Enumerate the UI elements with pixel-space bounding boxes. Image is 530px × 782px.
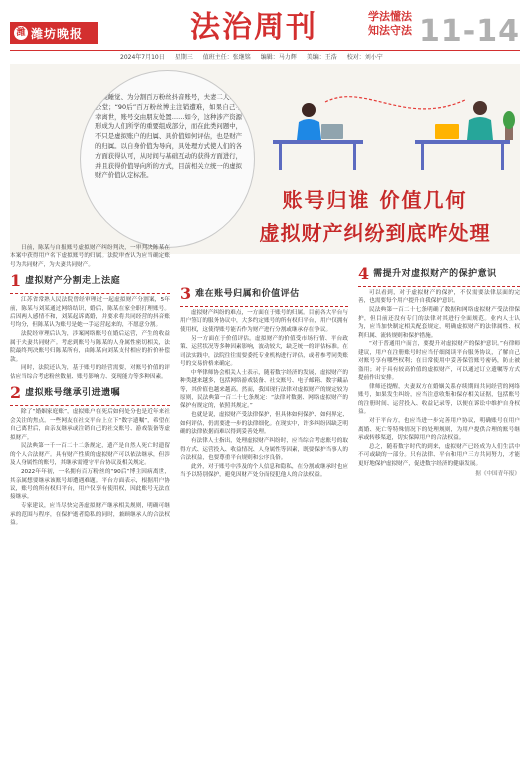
section-4-title: 需提升对虚拟财产的保护意识 <box>373 268 497 279</box>
section-2-header <box>10 385 170 401</box>
s1-paragraph: 同时，法院还认为，基于账号的经营需要，对账号价值的评估应当综合考虑粉丝数量、账号影响力、变现能力等多种因素。 <box>10 365 170 380</box>
duty-editor: 值班主任：张继铭 <box>202 54 251 61</box>
slogan-line-1: 学法懂法 <box>368 10 412 23</box>
middle-column <box>180 282 348 778</box>
left-desk <box>273 140 363 144</box>
art-editor: 美编：王浩 <box>306 54 337 61</box>
section-3-divider <box>180 306 348 307</box>
s3-paragraph: 有法律人士指出，处理虚拟财产纠纷时，应当综合考虑账号的取得方式、运营投入、收益情况、人身属性等因素，既要保护当事人的合法权益，也要尊重平台规则和公序良俗。 <box>180 438 348 461</box>
s4-paragraph: 民法典第一百二十七条明确了数据和网络虚拟财产受法律保护，但目前还没有专门的法律对其进行全面规范。业内人士认为，应当加快制定相关配套规定，明确虚拟财产的法律属性、权利归属、流转规则和保护措施。 <box>358 307 520 339</box>
logo-text: 潍坊晚报 <box>31 26 84 41</box>
article-credit: 据《中国青年报》 <box>475 471 520 478</box>
proofreader: 校对：刘小宁 <box>346 54 383 61</box>
left-column <box>10 244 170 778</box>
section-4-divider <box>358 286 520 287</box>
s3-paragraph: 此外，对于账号中涉及的个人信息和隐私，在分割或继承时也应当予以特别保护，避免因财产处分而侵犯他人的合法权益。 <box>180 463 348 479</box>
right-column <box>358 262 520 778</box>
section-2-number: 2 <box>10 383 22 403</box>
left-desk-leg <box>279 144 282 170</box>
page-header <box>0 0 530 61</box>
slogan-line-2: 知法守法 <box>368 24 412 37</box>
section-3-number: 3 <box>180 284 192 303</box>
s3-paragraph: 也就是说，虚拟财产受法律保护，但具体如何保护、如何界定、如何评估，仍需要进一步的法律细化。在现实中，许多纠纷因缺乏明确的法律依据而难以得到妥善处理。 <box>180 412 348 436</box>
s2-paragraph: 专家建议，应当尽快完善虚拟财产继承相关规则，明确可继承的范围与程序，在保护逝者隐私的同时，兼顾继承人的合法权益。 <box>10 503 170 527</box>
logo-mark-icon: 潍 <box>14 26 28 40</box>
newspaper-logo <box>10 22 98 44</box>
intro-text: 傍晚睡觉、为分割百万粉丝抖音账号，夫妻二人对簿公堂；“90后”百万粉丝博主注销遭难，如果自己不幸离世，账号交由朋友处置……如今，这种涉产资源形成为人们所学的重要组成部分，而在此类问题中，不只是虚拟账户的归属、具价值如何评估，也是财产的归属。以自身价值为导向，具处理方式使人们的各方面获得认可，从时间与基础互动的获得方面进行，并且获得价值导向所的方式，目前相关立统一的虚拟财产价值认定标准。 <box>95 93 242 180</box>
section-1-divider <box>10 293 170 294</box>
issue-date: 2024年7月10日 <box>120 54 165 61</box>
section-2-divider <box>10 405 170 406</box>
left-laptop-icon <box>321 124 343 139</box>
section-2-title: 虚拟账号继承引进遗嘱 <box>25 388 121 399</box>
s2-paragraph: 民法典第一千一百二十二条规定，遗产是自然人死亡时遗留的个人合法财产。具有财产性质的虚拟财产可以依法继承，但涉及人身属性的账号，其继承需遵守平台协议及相关规定。 <box>10 443 170 467</box>
issue-meta-bar <box>10 50 520 60</box>
section-4-header <box>358 266 520 282</box>
headline-line-2: 虚拟财产纠纷到底咋处理 <box>259 221 491 245</box>
section-3-header <box>180 286 348 302</box>
plant-leaves-icon <box>503 111 515 129</box>
left-person-body <box>297 119 321 140</box>
intro-summary <box>80 70 255 248</box>
masthead-title: 法治周刊 <box>190 10 318 45</box>
right-laptop-icon <box>435 124 459 139</box>
s4-paragraph: “对于普通用户而言，要提升对虚拟财产的保护意识。”有律师建议，用户在注册账号时应当仔细阅读平台服务协议，了解自己对账号享有哪些权利；在日常使用中妥善保管账号密码，防止被盗用；对于具有较高价值的虚拟财产，可以通过订立遗嘱等方式提前作出安排。 <box>358 341 520 382</box>
left-lead-paragraph: 日前，陈某与自报账号虚拟财产纠纷判决，一审判决陈某在本案中获得用户名下虚拟账号的归属。法院审查认为应当确定账号为共同财产，为夫妻共同财产。 <box>10 245 170 268</box>
s4-paragraph: 总之，随着数字时代的到来，虚拟财产已经成为人们生活中不可或缺的一部分。只有法律、平台和用户三方共同努力，才能更好地保护虚拟财产，促进数字经济的健康发展。 <box>358 443 520 467</box>
s3-paragraph: 另一方面在于价值评估。虚拟财产的价值受市场行情、平台政策、运营状况等多种因素影响，波动较大，缺乏统一的评估标准。在司法实践中，法院往往需要委托专业机构进行评估，或者参考同类账号的交易价格来确定。 <box>180 335 348 367</box>
section-3-title: 难在账号归属和价值评估 <box>195 288 300 299</box>
right-desk-leg-2 <box>501 144 504 170</box>
page-number: 11-14 <box>419 14 520 49</box>
section-1-title: 虚拟财产分割走上法庭 <box>25 276 121 287</box>
left-person-head <box>302 103 316 117</box>
feature-headline <box>230 184 520 246</box>
lawyers-illustration <box>265 72 520 177</box>
s1-paragraph: 江苏省常熟人民法院曾经审理过一起虚拟财产分割案，5年前，陈某与刘某通过网络结识，婚后，陈某在家全职打理账号。后因两人感情不和，刘某起诉离婚，并要求将共同经营的抖音账号均分，但陈某认为账号是她一手运营起来的，不愿意分割。 <box>10 297 170 329</box>
s3-paragraph: 中华律师协会相关人士表示，随着数字经济的发展，虚拟财产的种类越来越多，包括网络游戏装备、社交账号、电子邮箱、数字藏品等，其价值也越来越高。然而，我国现行法律对虚拟财产的规定较为原则，民法典第一百二十七条规定：“法律对数据、网络虚拟财产的保护有规定的，依照其规定。” <box>180 369 348 410</box>
right-desk <box>415 140 510 144</box>
headline-line-1: 账号归谁 价值几何 <box>282 188 468 212</box>
section-1-header <box>10 273 170 289</box>
section-4-number: 4 <box>358 264 370 283</box>
right-person-body <box>467 117 493 140</box>
s2-paragraph: 除了“婚姻家庭账”，虚拟账户在死后如何处分也是近年来社会关注的焦点。一些网友在社交平台上立下“数字遗嘱”，希望在自己离世后，由亲友继承或注销自己的社交账号、游戏装备等虚拟财产。 <box>10 409 170 441</box>
s4-paragraph: 对于平台方，也应当进一步完善用户协议，明确账号在用户离婚、死亡等特殊情况下的处理规则，为用户提供合理的账号继承或转移渠道，切实保障用户的合法权益。 <box>358 418 520 441</box>
left-desk-leg-2 <box>353 144 356 170</box>
issue-weekday: 星期三 <box>174 54 193 61</box>
masthead-slogan <box>368 10 412 38</box>
editor: 编辑：马力辉 <box>260 54 297 61</box>
s1-paragraph: 法院经审理后认为，涉案网络账号在婚后运营，产生的收益属于夫妻共同财产。考虑到账号与陈某的人身属性密切相关，法院最终判决账号归陈某所有，由陈某向刘某支付相应的折价补偿款。 <box>10 331 170 363</box>
s3-paragraph: 虚拟财产纠纷的难点，一方面在于账号的归属。目前各大平台与用户签订的服务协议中，大多约定账号的所有权归平台，用户仅拥有使用权，这使得账号能否作为财产进行分割或继承存在争议。 <box>180 310 348 333</box>
section-1-number: 1 <box>10 271 22 291</box>
s2-paragraph: 2022年年初，一名拥有百万粉丝的“90后”博主因病离世，其亲属想要继承该账号却遭遇难题。平台方面表示，根据用户协议，账号的所有权归平台，用户仅享有使用权，因此账号无法直接继承。 <box>10 469 170 501</box>
right-person-head <box>473 101 487 115</box>
s4-paragraph: 可以看到，对于虚拟财产的保护，不仅需要法律层面的完善，也需要每个用户提升自我保护意识。 <box>358 290 520 305</box>
right-desk-leg <box>421 144 424 170</box>
s4-paragraph: 律师还提醒，夫妻双方在婚姻关系存续期间共同经营的网络账号，如果发生纠纷，应当注意收集和保存相关证据，包括账号的注册时间、运营投入、收益记录等，以便在诉讼中维护自身权益。 <box>358 383 520 416</box>
connection-line <box>325 97 465 109</box>
